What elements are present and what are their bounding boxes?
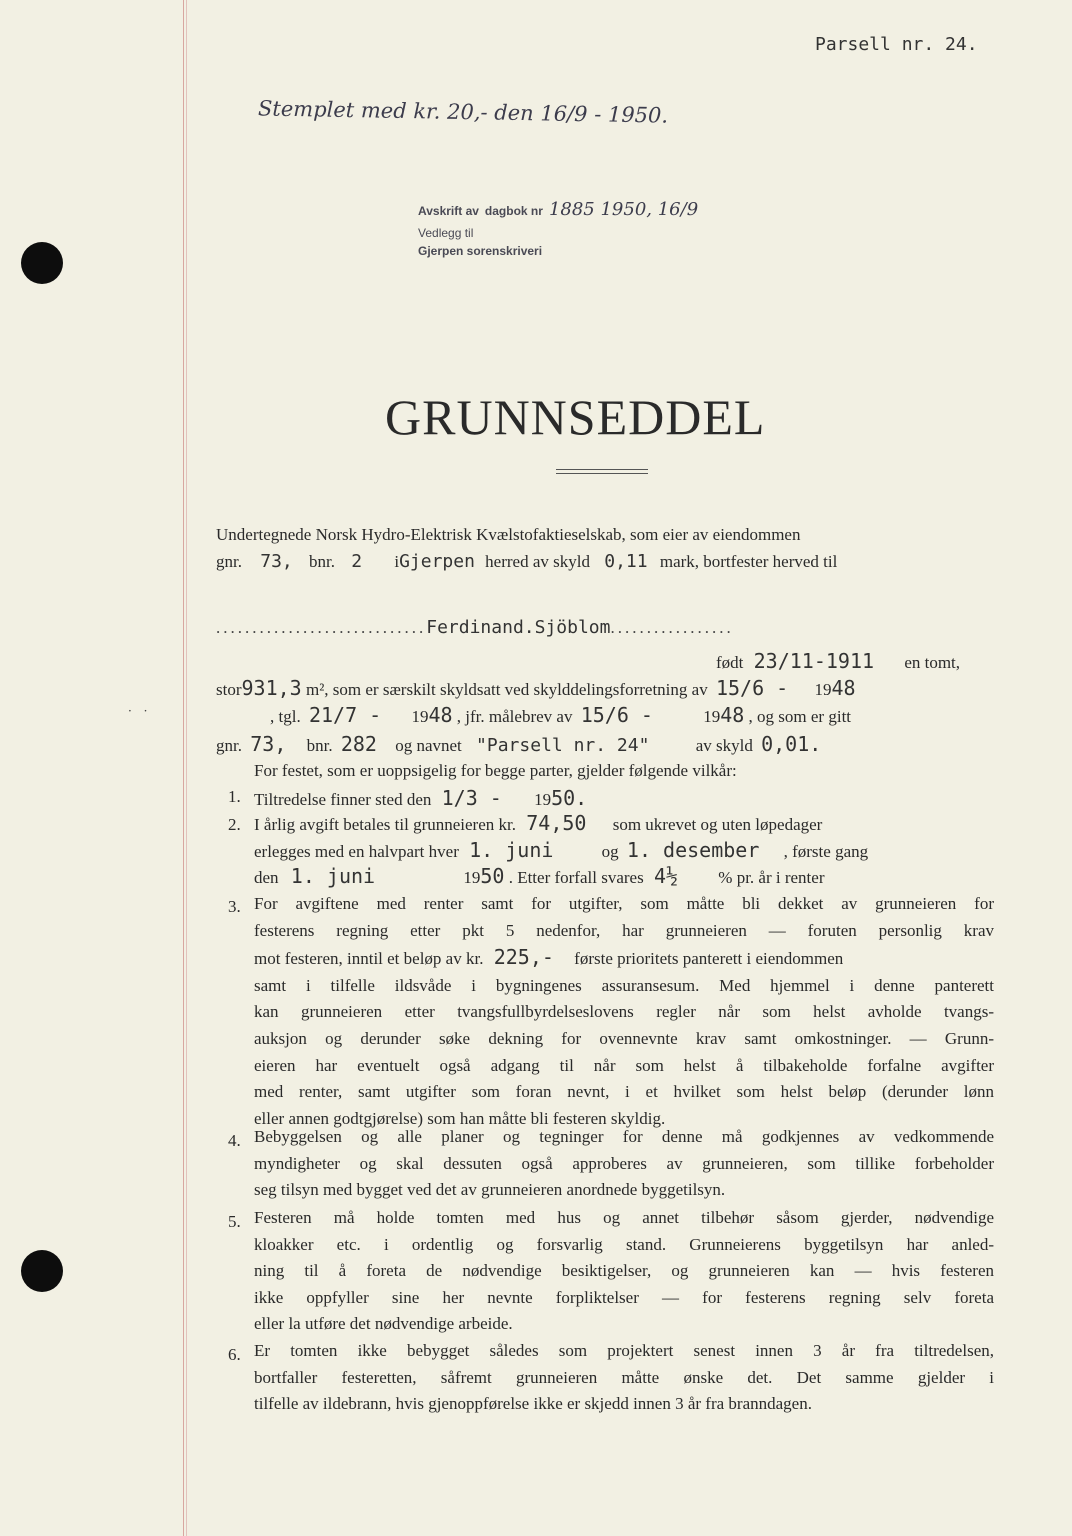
malebrev-date: 15/6 - (580, 703, 653, 727)
term-3: For avgiftene med renter samt for utgifter, som måtte bli dekket av grunneieren for festerens regning etter pkt 5 nedenfor, har grunneieren — foruten personlig krav mot festeren, inntil et beløp av kr. 225,- første prioritets panterett i eiendommen samt i tilfelle ildsvåde i bygningenes assuransesum. Med hjemmel i denne panterett kan grunneieren etter tvangsfullbyrdelseslovens regler når som helst avholde tvangs- auksjon og derunder søke dekning for ovennevnte krav samt omkostninger. — Grunn- eieren har eventuelt også adgang til når som helst å tilbakeholde forfalne avgifter med renter, samt utgifter som foran nevnt, i et hvilket som helst beløp (derunder lønn eller annen godtgjørelse) som han måtte bli festeren skyldig. (254, 894, 994, 1128)
interest-rate: 4½ (653, 864, 679, 888)
punch-hole-bottom (21, 1250, 63, 1292)
margin-rule-shadow (186, 0, 187, 1536)
registry-stamp (418, 196, 698, 261)
term-1-number: 1. (228, 787, 241, 806)
forretning-date: 15/6 - (715, 676, 789, 700)
stamp-dagbok: dagbok nr (484, 204, 543, 218)
intro-area-line: stor931,3 m², som er særskilt skyldsatt ved skylddelingsforretning av 15/6 - 1948 (216, 676, 856, 700)
area-value: 931,3 (241, 676, 302, 700)
intro-line-2: gnr. 73, bnr. 2 iGjerpen herred av skyld 0,11 mark, bortfester herved til (216, 551, 838, 572)
stamp-vedlegg: Vedlegg til (418, 225, 474, 240)
margin-marks: · · (128, 704, 152, 718)
term-6-number: 6. (228, 1345, 241, 1364)
term-2-line-2: erlegges med en halvpart hver 1. juni og 1. desember , første gang (254, 838, 869, 862)
birth-date: 23/11-1911 (753, 649, 875, 673)
annual-fee: 74,50 (526, 811, 587, 835)
term-4: Bebyggelsen og alle planer og tegninger for denne må godkjennes av vedkommende myndigheter og skal dessuten også approberes av grunneieren, som tillike forbeholder seg tilsyn med bygget ved det av grunneieren anordnede byggetilsyn. (254, 1127, 994, 1200)
term-1: Tiltredelse finner sted den 1/3 - 1950. (254, 786, 588, 810)
parcel-name: "Parsell nr. 24" (476, 735, 650, 756)
punch-hole-top (21, 242, 63, 284)
intro-tgl-line: , tgl. 21/7 - 1948 , jfr. målebrev av 15/6 - 1948 , og som er gitt (270, 703, 852, 727)
bnr-value: 2 (351, 551, 363, 572)
stamp-avskrift: Avskrift av (418, 204, 479, 218)
term-4-number: 4. (228, 1131, 241, 1150)
intro-birth-line: født 23/11-1911 en tomt, (716, 649, 961, 673)
term-1-date: 1/3 - (441, 786, 502, 810)
skyld-value: 0,11 (604, 551, 648, 572)
margin-rule (183, 0, 184, 1536)
term-2-line-3: den 1. juni 1950 . Etter forfall svares 4½ % pr. år i renter (254, 864, 825, 888)
herred-value: Gjerpen (399, 551, 475, 572)
pledge-amount: 225,- (493, 945, 554, 970)
term-5: Festeren må holde tomten med hus og annet tilbehør såsom gjerder, nødvendige kloakker etc. i ordentlig og forsvarlig stand. Grunneierens byggetilsyn har anled- ning til å foreta de nødvendige besiktigelser, og grunneieren kan — hvis festeren ikke oppfyller sine her nevnte forpliktelser — for festerens regning selv foreta eller la utføre det nødvendige arbeide. (254, 1208, 994, 1334)
term-3-number: 3. (228, 897, 241, 916)
document-title: GRUNNSEDDEL (385, 389, 766, 445)
term-2-number: 2. (228, 815, 241, 834)
term-2-line-1: I årlig avgift betales til grunneieren kr. 74,50 som ukrevet og uten løpedager (254, 811, 823, 835)
title-rule-1 (556, 469, 648, 470)
parcel-number: Parsell nr. 24. (815, 34, 978, 55)
payment-date-1: 1. juni (469, 838, 554, 862)
intro-gnr2-line: gnr. 73, bnr. 282 og navnet "Parsell nr. 24" av skyld 0,01. (216, 732, 822, 756)
gnr-value: 73, (260, 551, 293, 572)
intro-name-line: .............................Ferdinand.Sjöblom................. (216, 617, 734, 638)
title-rule-2 (556, 473, 648, 474)
term-5-number: 5. (228, 1212, 241, 1231)
gnr2-value: 73, (250, 732, 287, 756)
stamp-court: Gjerpen sorenskriveri (418, 244, 543, 259)
payment-date-2: 1. desember (626, 838, 760, 862)
lessee-name: Ferdinand.Sjöblom (426, 617, 611, 638)
stamp-duty-note: Stemplet med kr. 20,- den 16/9 - 1950. (257, 96, 669, 128)
stamp-journal-entry: 1885 1950, 16/9 (548, 199, 699, 220)
first-payment-date: 1. juni (290, 864, 376, 888)
term-6: Er tomten ikke bebygget således som projektert senest innen 3 år fra tiltredelsen, bortfaller festeretten, såfremt grunneieren måtte ønske det. Det samme gjelder i tilfelle av ildebrann, hvis gjenoppførelse ikke er skjedd innen 3 år fra branndagen. (254, 1341, 994, 1414)
skyld2-value: 0,01. (761, 732, 822, 756)
intro-line-1: Undertegnede Norsk Hydro-Elektrisk Kvælstofaktieselskab, som eier av eiendommen (216, 525, 801, 544)
bnr2-value: 282 (340, 732, 377, 756)
vilkar-line: For festet, som er uoppsigelig for begge parter, gjelder følgende vilkår: (254, 761, 737, 780)
tgl-date: 21/7 - (308, 703, 382, 727)
